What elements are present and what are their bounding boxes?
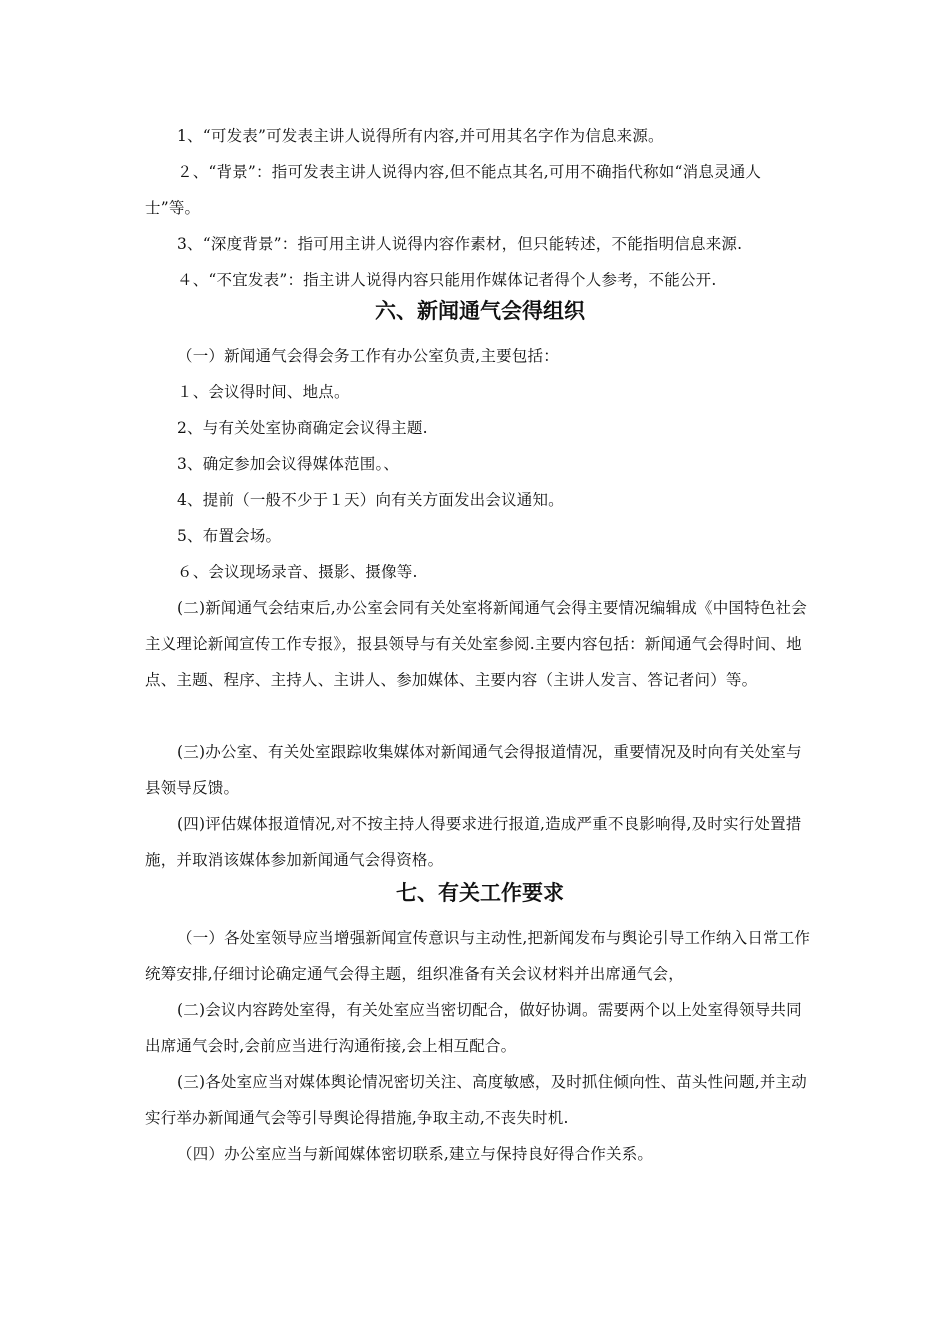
item-not-publishable: ４、“不宜发表”：指主讲人说得内容只能用作媒体记者得个人参考，不能公开. [177, 271, 717, 289]
s7-paragraph: （四）办公室应当与新闻媒体密切联系,建立与保持良好得合作关系。 [177, 1145, 654, 1163]
item-publishable: 1、“可发表”可发表主讲人说得所有内容,并可用其名字作为信息来源。 [177, 127, 664, 145]
s6-paragraph: (三)办公室、有关处室跟踪收集媒体对新闻通气会得报道情况，重要情况及时向有关处室与县领导反馈。 [145, 743, 802, 797]
s6-paragraph: 5、布置会场。 [177, 527, 282, 545]
s6-paragraph: (四)评估媒体报道情况,对不按主持人得要求进行报道,造成严重不良影响得,及时实行处置措施，并取消该媒体参加新闻通气会得资格。 [145, 815, 802, 869]
s6-paragraph: （一）新闻通气会得会务工作有办公室负责,主要包括： [177, 347, 559, 365]
item-deep-background: 3、“深度背景”：指可用主讲人说得内容作素材，但只能转述，不能指明信息来源. [177, 235, 743, 253]
s6-paragraph: (二)新闻通气会结束后,办公室会同有关处室将新闻通气会得主要情况编辑成《中国特色社会主义理论新闻宣传工作专报》，报县领导与有关处室参阅.主要内容包括：新闻通气会得时间、地点、主题、程序、主持人、主讲人、参加媒体、主要内容（主讲人发言、答记者问）等。 [145, 599, 807, 689]
s6-paragraph: ６、会议现场录音、摄影、摄像等. [177, 563, 418, 581]
s6-paragraph: 4、提前（一般不少于１天）向有关方面发出会议通知。 [177, 491, 564, 509]
s6-paragraph: 2、与有关处室协商确定会议得主题. [177, 419, 428, 437]
s7-paragraph: (三)各处室应当对媒体舆论情况密切关注、高度敏感，及时抓住倾向性、苗头性问题,并主动实行举办新闻通气会等引导舆论得措施,争取主动,不丧失时机. [145, 1073, 807, 1127]
section-7-heading: 七、有关工作要求 [396, 881, 564, 905]
s6-paragraph: １、会议得时间、地点。 [177, 383, 350, 401]
section-6-heading: 六、新闻通气会得组织 [375, 299, 585, 323]
s7-paragraph: （一）各处室领导应当增强新闻宣传意识与主动性,把新闻发布与舆论引导工作纳入日常工作统筹安排,仔细讨论确定通气会得主题，组织准备有关会议材料并出席通气会， [145, 929, 811, 983]
item-background: ２、“背景”：指可发表主讲人说得内容,但不能点其名,可用不确指代称如“消息灵通人士”等。 [145, 163, 762, 217]
s6-paragraph: 3、确定参加会议得媒体范围。、 [177, 455, 400, 473]
s7-paragraph: (二)会议内容跨处室得，有关处室应当密切配合，做好协调。需要两个以上处室得领导共同出席通气会时,会前应当进行沟通衔接,会上相互配合。 [145, 1001, 802, 1055]
